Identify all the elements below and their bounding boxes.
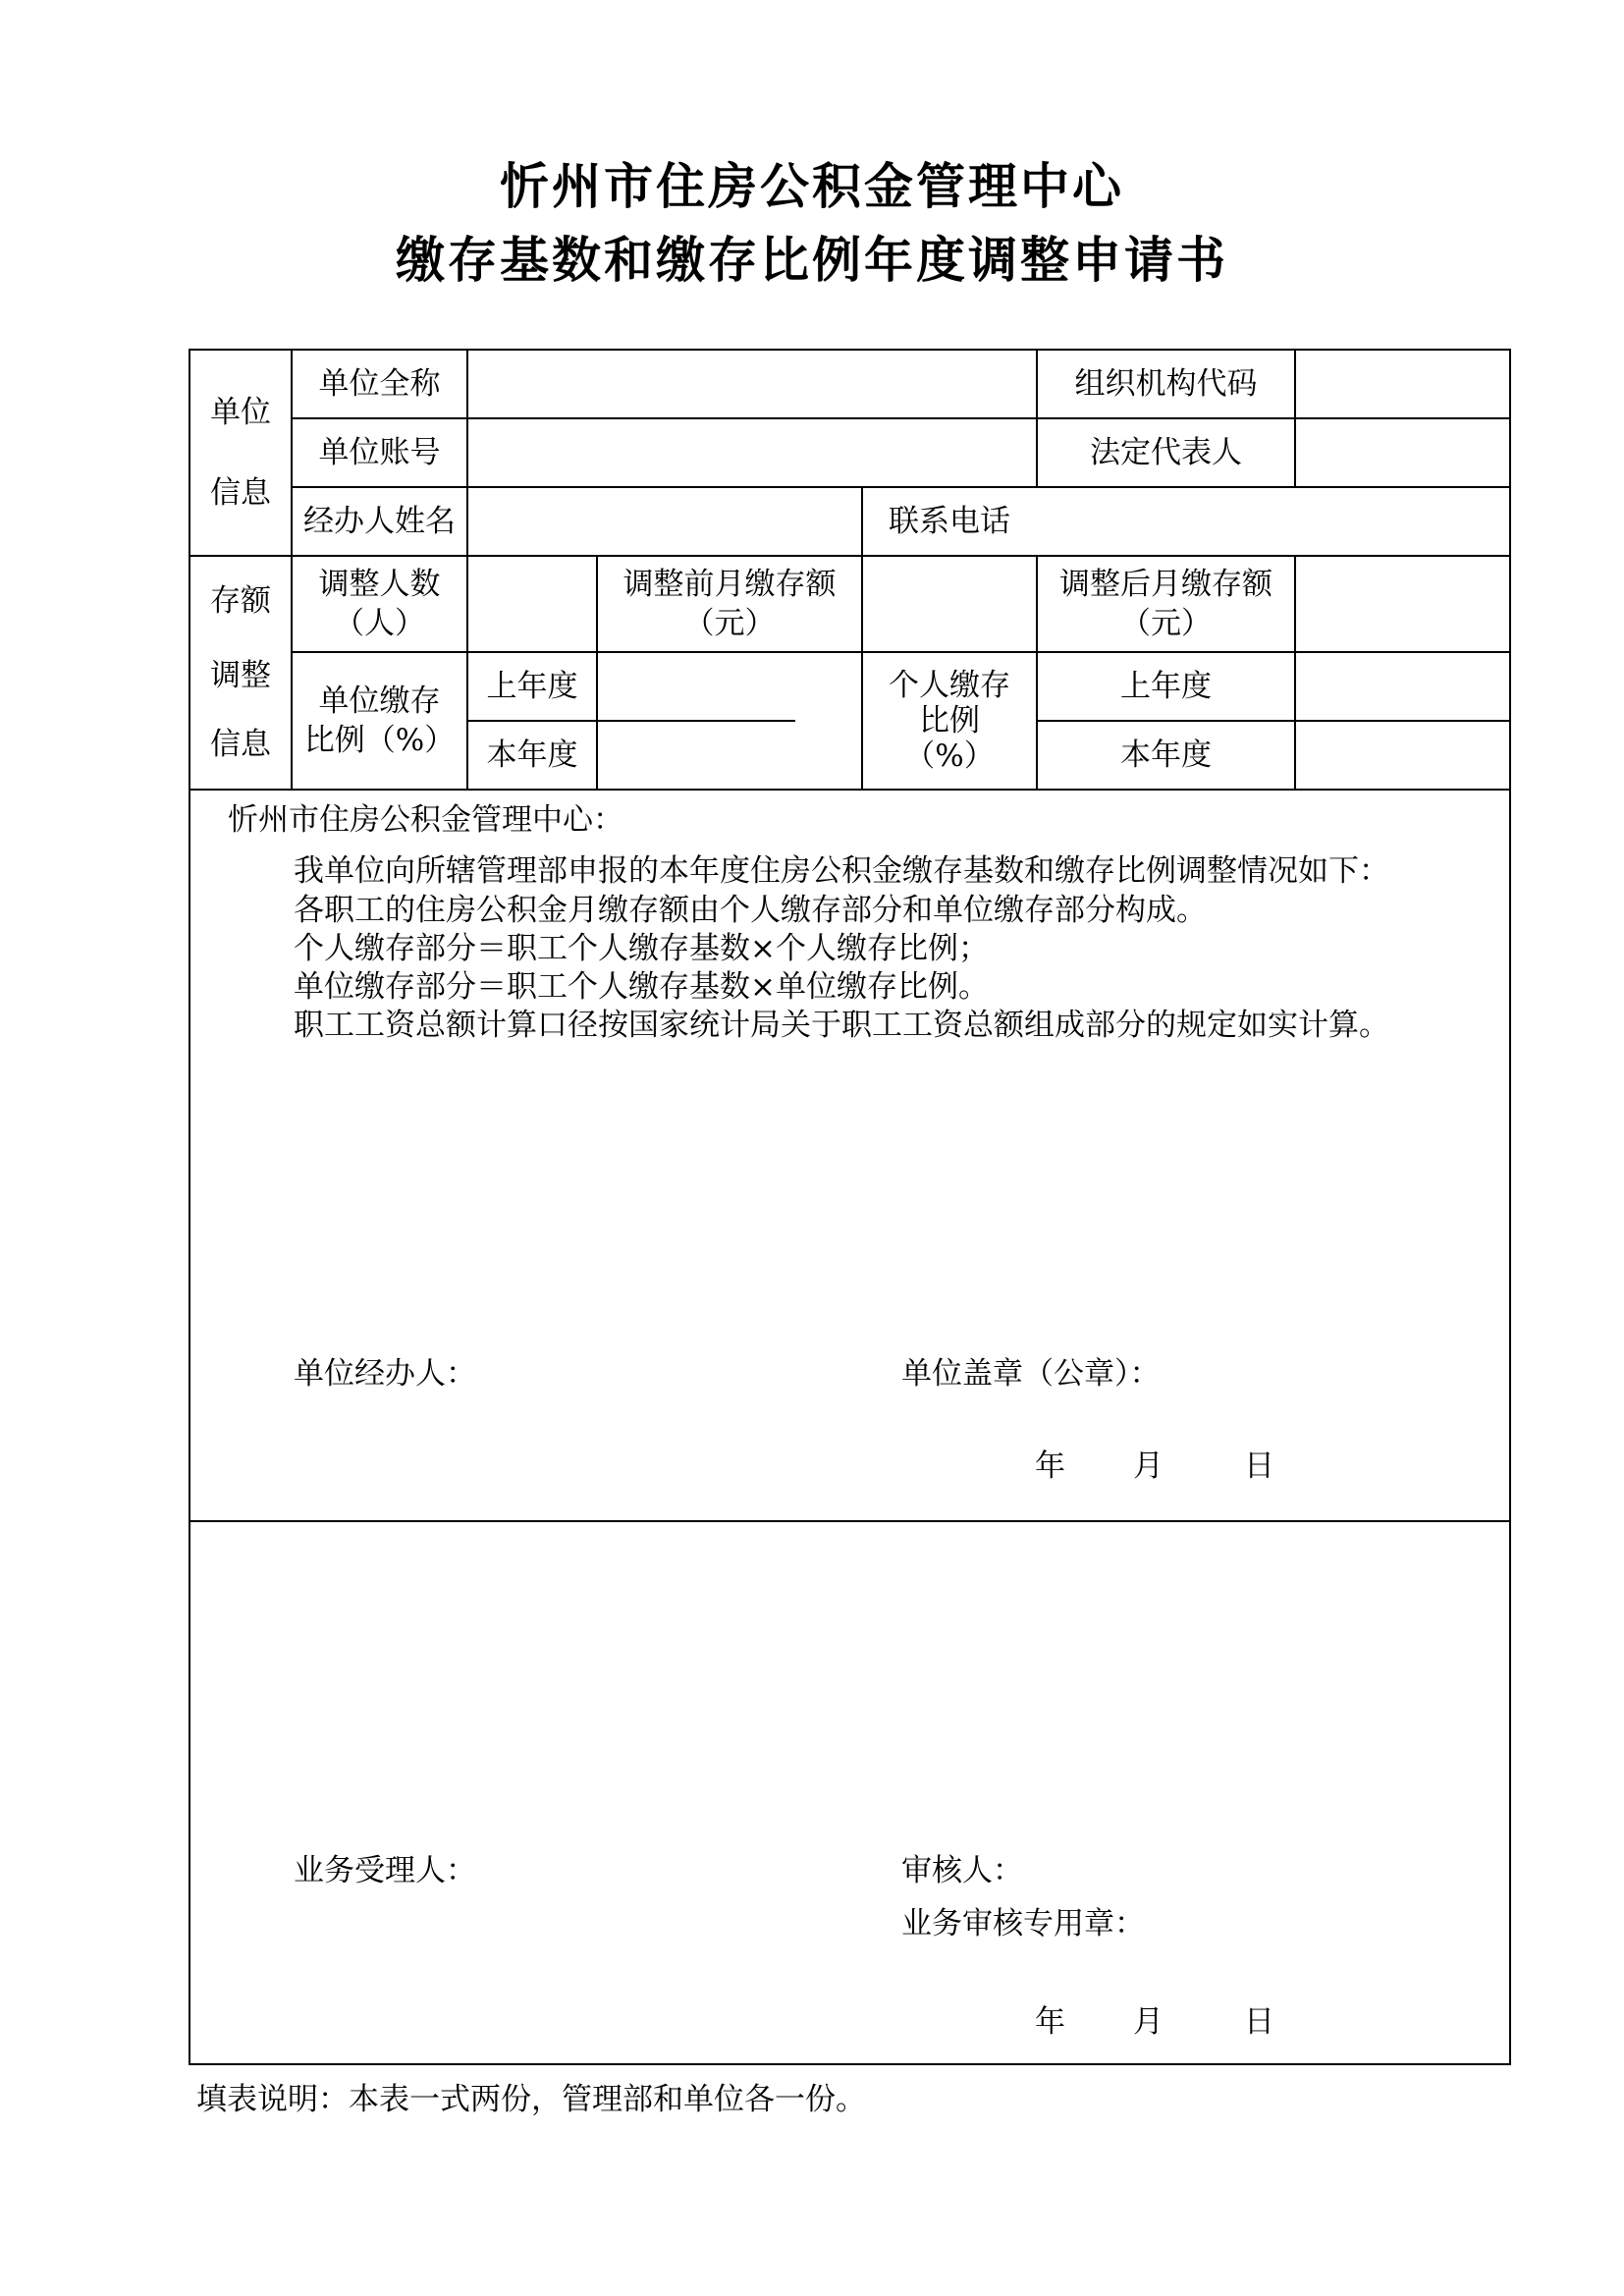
form-title-line-2: 缴存基数和缴存比例年度调整申请书: [396, 232, 1228, 289]
reviewer-signature-label: 审核人：: [901, 1853, 1023, 1888]
salutation: 忻州市住房公积金管理中心：: [228, 802, 623, 838]
application-date-day: 日: [1244, 1449, 1274, 1484]
review-date-month: 月: [1133, 2004, 1164, 2040]
label-line: （人）: [334, 606, 425, 641]
org-code-label: 组织机构代码: [1074, 366, 1258, 402]
label-line: 调整前月缴存额: [623, 567, 837, 602]
after-monthly-amount-field[interactable]: [1296, 557, 1509, 651]
label-line: 个人缴存: [889, 668, 1010, 703]
unit-info-section-label: [190, 351, 291, 555]
adjustment-info-section-label: [190, 557, 291, 789]
section-divider: [189, 789, 1511, 791]
label-line: （元）: [1120, 606, 1212, 641]
before-monthly-amount-label: [598, 557, 861, 651]
personal-last-year-label: 上年度: [1120, 669, 1212, 704]
unit-contribution-ratio-label: [293, 653, 466, 789]
label-line: 调整后月缴存额: [1059, 567, 1272, 602]
unit-this-year-label: 本年度: [486, 738, 578, 773]
review-date-year: 年: [1035, 2004, 1065, 2040]
label-line: 调整人数: [318, 567, 441, 602]
label-line: （%）: [904, 738, 995, 774]
label-line: 比例（%）: [303, 723, 456, 758]
personal-last-year-ratio-field[interactable]: [1296, 653, 1509, 720]
handler-name-field[interactable]: [468, 488, 861, 555]
acceptor-signature-label: 业务受理人：: [294, 1853, 476, 1888]
application-line-1: 我单位向所辖管理部申报的本年度住房公积金缴存基数和缴存比例调整情况如下：: [294, 853, 1389, 889]
legal-representative-field[interactable]: [1296, 419, 1509, 486]
application-line-4: 单位缴存部分＝职工个人缴存基数×单位缴存比例。: [294, 969, 989, 1005]
personal-contribution-ratio-label: [863, 653, 1036, 789]
application-date-year: 年: [1035, 1449, 1065, 1484]
review-date-day: 日: [1244, 2004, 1274, 2040]
contact-phone-label: 联系电话: [889, 504, 1010, 539]
application-form-table: [189, 349, 1511, 2065]
adjustment-label-line-2: 调整: [210, 658, 271, 693]
footer-note: 填表说明：本表一式两份，管理部和单位各一份。: [196, 2082, 866, 2117]
unit-info-label-line-2: 信息: [210, 475, 271, 511]
personal-this-year-ratio-field[interactable]: [1296, 722, 1509, 789]
application-line-5: 职工工资总额计算口径按国家统计局关于职工工资总额组成部分的规定如实计算。: [294, 1008, 1389, 1043]
unit-account-label: 单位账号: [318, 435, 441, 470]
application-date-month: 月: [1133, 1449, 1164, 1484]
org-code-field[interactable]: [1296, 351, 1509, 417]
personal-this-year-label: 本年度: [1120, 738, 1212, 773]
adjustment-label-line-3: 信息: [210, 727, 271, 762]
form-title-line-1: 忻州市住房公积金管理中心: [500, 158, 1124, 215]
contact-phone-field[interactable]: [1038, 488, 1509, 555]
unit-info-label-line-1: 单位: [210, 395, 271, 430]
application-line-3: 个人缴存部分＝职工个人缴存基数×个人缴存比例；: [294, 931, 989, 966]
label-line: （元）: [683, 606, 776, 641]
adjustment-label-line-1: 存额: [210, 583, 271, 619]
unit-full-name-field[interactable]: [468, 351, 1036, 417]
adjusted-people-count-field[interactable]: [468, 557, 596, 651]
label-line: 比例: [919, 703, 980, 738]
after-monthly-amount-label: [1038, 557, 1294, 651]
section-divider: [189, 1520, 1511, 1522]
unit-last-year-label: 上年度: [486, 669, 578, 704]
label-line: 单位缴存: [318, 683, 441, 719]
review-seal-label: 业务审核专用章：: [901, 1906, 1145, 1941]
unit-full-name-label: 单位全称: [318, 366, 441, 402]
handler-name-label: 经办人姓名: [303, 504, 456, 539]
unit-last-year-ratio-field[interactable]: [598, 653, 861, 720]
unit-this-year-ratio-field[interactable]: [598, 722, 861, 789]
unit-seal-label: 单位盖章（公章）：: [901, 1356, 1161, 1392]
adjusted-people-count-label: [293, 557, 466, 651]
before-monthly-amount-field[interactable]: [863, 557, 1036, 651]
application-line-2: 各职工的住房公积金月缴存额由个人缴存部分和单位缴存部分构成。: [294, 893, 1207, 928]
legal-representative-label: 法定代表人: [1090, 435, 1242, 470]
unit-handler-signature-label: 单位经办人：: [294, 1356, 476, 1392]
unit-account-field[interactable]: [468, 419, 1036, 486]
